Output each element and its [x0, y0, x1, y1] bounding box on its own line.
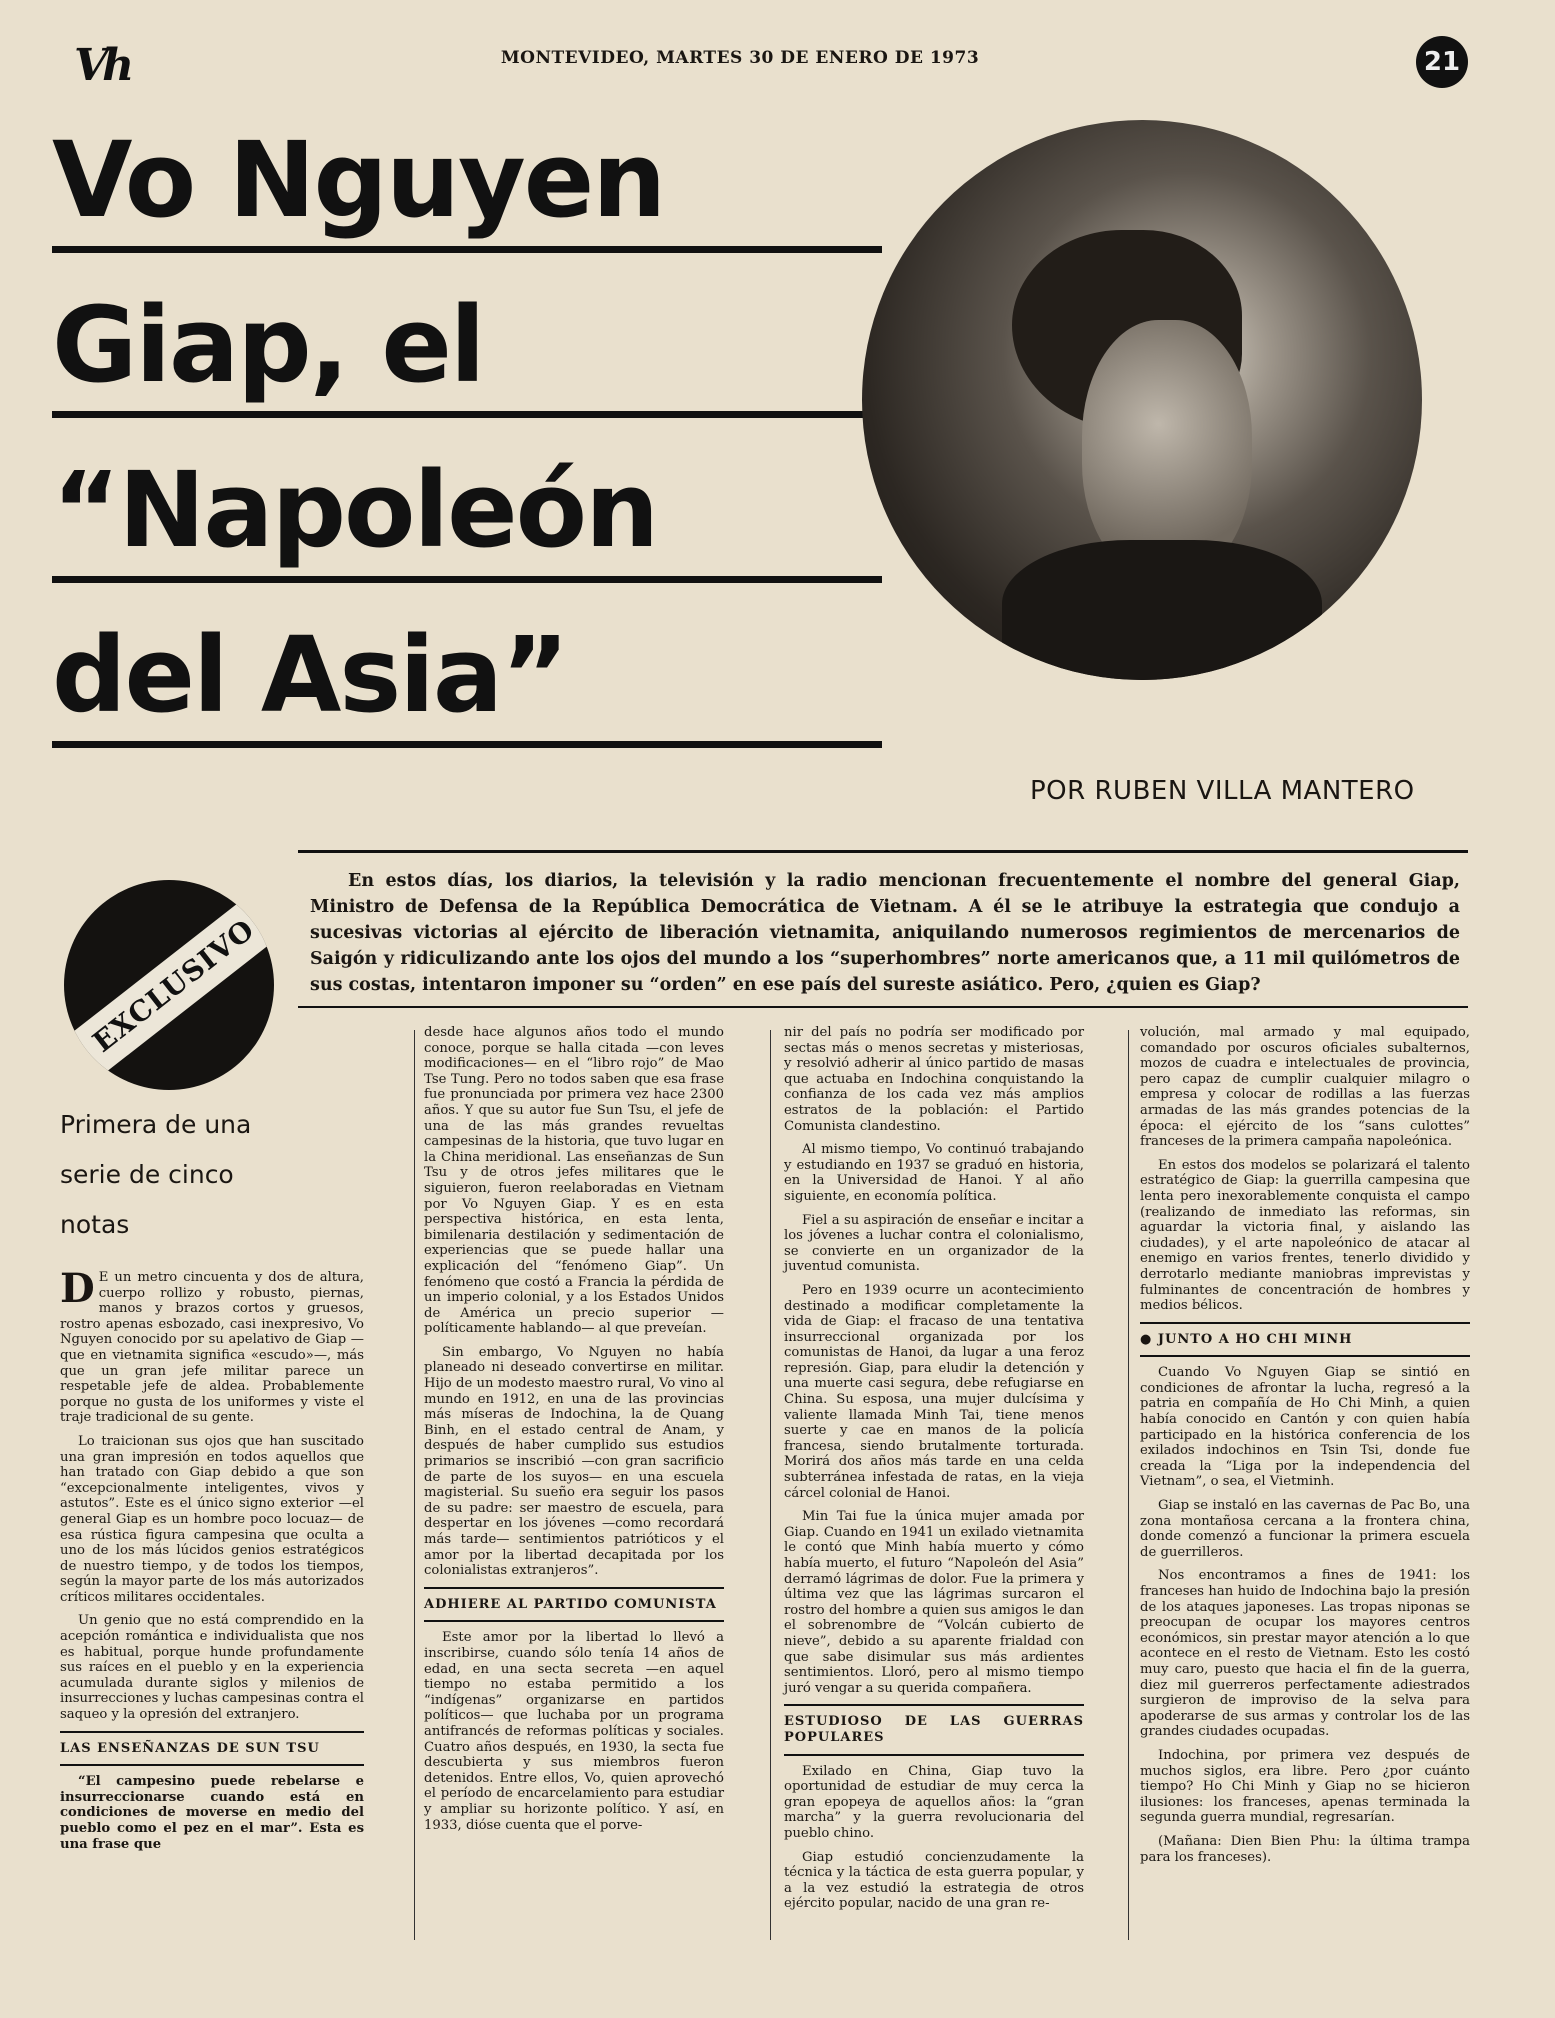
intro-rule [298, 850, 1468, 853]
paragraph: “El campesino puede rebelarse e insurreccionarse cuando está en condiciones de moverse en medio del pueblo como el pez en el mar”. Esta es una frase que [60, 1774, 364, 1852]
series-note [60, 1100, 290, 1250]
article-column-3 [784, 1025, 1084, 1920]
paragraph: Exilado en China, Giap tuvo la oportunidad de estudiar de muy cerca la gran epopeya de aquellos años: la “gran marcha” y la guerra revolucionaria del pueblo chino. [784, 1763, 1084, 1841]
headline-line-3: “Napoleón [52, 449, 658, 571]
article-column-2 [424, 1025, 724, 1841]
article-column-4 [1140, 1025, 1470, 1873]
photo-collar [1002, 540, 1322, 680]
paragraph: Giap se instaló en las cavernas de Pac Bo, una zona montañosa cercana a la frontera china, donde comenzó a funcionar la primera escuela de guerrilleros. [1140, 1498, 1470, 1560]
paragraph: Giap estudió concienzudamente la técnica y la táctica de esta guerra popular, y a la vez estudió la estrategia de otros ejército popular, nacido de una gran re- [784, 1849, 1084, 1912]
intro-rule [298, 1006, 1468, 1008]
headline-rule [52, 246, 882, 253]
column-rule [770, 1030, 771, 1940]
paragraph: nir del país no podría ser modificado por sectas más o menos secretas y misteriosas, y resolvió adherir al único partido de masas que actuaba en Indochina conquistando la confianza de los cada vez más amplios estratos de la población: el Partido Comunista clandestino. [784, 1025, 1084, 1134]
headline-rule [52, 411, 882, 418]
paragraph: Nos encontramos a fines de 1941: los franceses han huido de Indochina bajo la presión de los ataques japoneses. Las tropas niponas se preocupan de ocupar los mayores centros económicos, sin prestar mayor atención a lo que acontece en el resto de Vietnam. Esto les costó muy caro, puesto que hacia el fin de la guerra, diez mil guerreros perfectamente adiestrados surgieron de improviso de la selva para apoderarse de sus armas y controlar los de las grandes ciudades ocupadas. [1140, 1568, 1470, 1740]
article-column-1 [60, 1265, 364, 1860]
portrait-photo [862, 120, 1422, 680]
paragraph: volución, mal armado y mal equipado, comandado por oscuros oficiales subalternos, mozos de cuadra e intelectuales de provincia, pero capaz de cumplir cualquier milagro o empresa y colocar de rodillas a las fuerzas armadas de las más grandes potencias de la época: el ejército de los “sans culottes” franceses de la primera campaña napoleónica. [1140, 1025, 1470, 1150]
paragraph [60, 1265, 364, 1426]
section-subhead: LAS ENSEÑANZAS DE SUN TSU [60, 1731, 364, 1767]
series-note-line: notas [60, 1210, 130, 1239]
paragraph: Sin embargo, Vo Nguyen no había planeado ni deseado convertirse en militar. Hijo de un modesto maestro rural, Vo vino al mundo en 1912, en una de las provincias más míseras de Indochina, la de Quang Binh, en el estado central de Anam, y después de haber cumplido sus estudios primarios se inscribió —con gran sacrificio de parte de los suyos— en una escuela magisterial. Su sueño era seguir los pasos de su padre: ser maestro de escuela, para despertar en los jóvenes —como recordará más tarde— sentimientos patrióticos y el amor por la libertad decapitada por los colonialistas extranjeros”. [424, 1344, 724, 1579]
headline-line-1: Vo Nguyen [52, 119, 665, 241]
page-number: 21 [1416, 36, 1468, 88]
paragraph: Lo traicionan sus ojos que han suscitado una gran impresión en todos aquellos que han tratado con Giap debido a que son “excepcionalmente inteligentes, vivos y astutos”. Este es el único signo exterior —el general Giap es un hombre poco locuaz— de esa rústica figura campesina que oculta a uno de los más lúcidos genios estratégicos de nuestro tiempo, y de todos los tiempos, según la mayor parte de los más autorizados críticos militares occidentales. [60, 1433, 364, 1605]
masthead-logo: Vh [74, 40, 129, 91]
paragraph-text: E un metro cincuenta y dos de altura, cuerpo rollizo y robusto, piernas, manos y brazos cortos y gruesos, rostro apenas esbozado, casi inexpresivo, Vo Nguyen conocido por su apelativo de Giap —que en vietnamita significa «escudo»—, más que un gran jefe militar parece un respetable jefe de aldea. Probablemente porque no gusta de los uniformes y viste el traje tradicional de su gente. [60, 1270, 364, 1426]
paragraph: Min Tai fue la única mujer amada por Giap. Cuando en 1941 un exilado vietnamita le contó que Minh había muerto y cómo había muerto, el futuro “Napoleón del Asia” derramó lágrimas de dolor. Fue la primera y última vez que las lágrimas surcaron el rostro del hombre a quien sus amigos le dan el sobrenombre de “Volcán cubierto de nieve”, debido a su aparente frialdad con que sabe disimular sus más ardientes sentimientos. Lloró, pero al mismo tiempo juró vengar a su querida compañera. [784, 1509, 1084, 1696]
paragraph: Cuando Vo Nguyen Giap se sintió en condiciones de afrontar la lucha, regresó a la patria en compañía de Ho Chi Minh, a quien había conocido en Cantón y con quien había participado en la histórica conferencia de los exilados indochinos en Tsin Tsi, donde fue creada la “Liga por la independencia del Vietnam”, o sea, el Vietminh. [1140, 1365, 1470, 1490]
section-subhead: ● JUNTO A HO CHI MINH [1140, 1322, 1470, 1358]
headline-line-2: Giap, el [52, 284, 484, 406]
exclusive-badge-label: EXCLUSIVO [64, 885, 274, 1086]
column-rule [414, 1030, 415, 1940]
paragraph: Un genio que no está comprendido en la acepción romántica e individualista que nos es habitual, porque hunde profundamente sus raíces en el pueblo y en la experiencia acumulada durante siglos y milenios de insurrecciones y luchas campesinas contra el saqueo y la opresión del extranjero. [60, 1613, 364, 1723]
paragraph: Al mismo tiempo, Vo continuó trabajando y estudiando en 1937 se graduó en historia, en la Universidad de Hanoi. Y al año siguiente, en economía política. [784, 1142, 1084, 1204]
column-rule [1128, 1030, 1129, 1940]
exclusive-badge [64, 880, 274, 1090]
dateline: MONTEVIDEO, MARTES 30 DE ENERO DE 1973 [500, 48, 980, 68]
paragraph: Fiel a su aspiración de enseñar e incitar a los jóvenes a luchar contra el colonialismo, se convierte en un organizador de la juventud comunista. [784, 1212, 1084, 1275]
paragraph: (Mañana: Dien Bien Phu: la última trampa para los franceses). [1140, 1833, 1470, 1865]
paragraph: En estos dos modelos se polarizará el talento estratégico de Giap: la guerrilla campesina que lenta pero inexorablemente conquista el campo (realizando de inmediato las reformas, sin aguardar la victoria final, y aislando las ciudades), y el arte napoleónico de atacar al enemigo en varios frentes, tenerlo dividido y derrotarlo mediante maniobras imprevistas y fulminantes de concentración de hombres y medios bélicos. [1140, 1157, 1470, 1314]
paragraph: desde hace algunos años todo el mundo conoce, porque se halla citada —con leves modificaciones— en el “libro rojo” de Mao Tse Tung. Pero no todos saben que esa frase fue pronunciada por primera vez hace 2300 años. Y que su autor fue Sun Tsu, el jefe de una de las más grandes revueltas campesinas de la historia, que tuvo lugar en la China meridional. Las enseñanzas de Sun Tsu y de otros jefes militares que le siguieron, fueron reelaboradas en Vietnam por Vo Nguyen Giap. Y es en esta perspectiva histórica, en esta lenta, bimilenaria destilación y sedimentación de experiencias que se puede hallar una explicación del “fenómeno Giap”. Un fenómeno que costó a Francia la pérdida de un imperio colonial, y a los Estados Unidos de América un precio superior —políticamente hablando— al que preveían. [424, 1025, 724, 1337]
headline-rule [52, 741, 882, 748]
headline-rule [52, 576, 882, 583]
headline [52, 118, 882, 778]
paragraph: Este amor por la libertad lo llevó a inscribirse, cuando sólo tenía 14 años de edad, en una secta secreta —en aquel tiempo no estaba permitido a los “indígenas” organizarse en partidos políticos— que luchaba por un programa antifrancés de reformas políticas y sociales. Cuatro años después, en 1930, la secta fue descubierta y sus miembros fueron detenidos. Entre ellos, Vo, quien aprovechó el período de encarcelamiento para estudiar y ampliar su horizonte político. Y así, en 1933, dióse cuenta que el porve- [424, 1630, 724, 1833]
paragraph: Pero en 1939 ocurre un acontecimiento destinado a modificar completamente la vida de Giap: el fracaso de una tentativa insurreccional organizada por los comunistas de Hanoi, da lugar a una feroz represión. Giap, para eludir la detención y una muerte casi segura, debe refugiarse en China. Su esposa, una mujer dulcísima y valiente llamada Minh Tai, tiene menos suerte y cae en manos de la policía francesa, siendo brutalmente torturada. Morirá dos años más tarde en una celda subterránea infestada de ratas, en la vieja cárcel colonial de Hanoi. [784, 1282, 1084, 1501]
series-note-line: Primera de una [60, 1110, 252, 1139]
section-subhead: ADHIERE AL PARTIDO COMUNISTA [424, 1587, 724, 1623]
intro-paragraph: En estos días, los diarios, la televisión y la radio mencionan frecuentemente el nombre del general Giap, Ministro de Defensa de la República Democrática de Vietnam. A él se le atribuye la estrategia que condujo a sucesivas victorias al ejército de liberación vietnamita, aniquilando numerosos regimientos de mercenarios de Saigón y ridiculizando ante los ojos del mundo a los “superhombres” norte americanos que, a 11 mil quilómetros de sus costas, intentaron imponer su “orden” en ese país del sureste asiático. Pero, ¿quien es Giap? [310, 871, 1460, 995]
headline-line-4: del Asia” [52, 614, 568, 736]
section-subhead: ESTUDIOSO DE LAS GUERRAS POPULARES [784, 1704, 1084, 1755]
byline: POR RUBEN VILLA MANTERO [1030, 776, 1415, 806]
series-note-line: serie de cinco [60, 1160, 234, 1189]
drop-cap: D [60, 1265, 95, 1312]
paragraph: Indochina, por primera vez después de muchos siglos, era libre. Pero ¿por cuánto tiempo? Ho Chi Minh y Giap no se hicieron ilusiones: los franceses, apenas terminada la segunda guerra mundial, regresarían. [1140, 1747, 1470, 1826]
